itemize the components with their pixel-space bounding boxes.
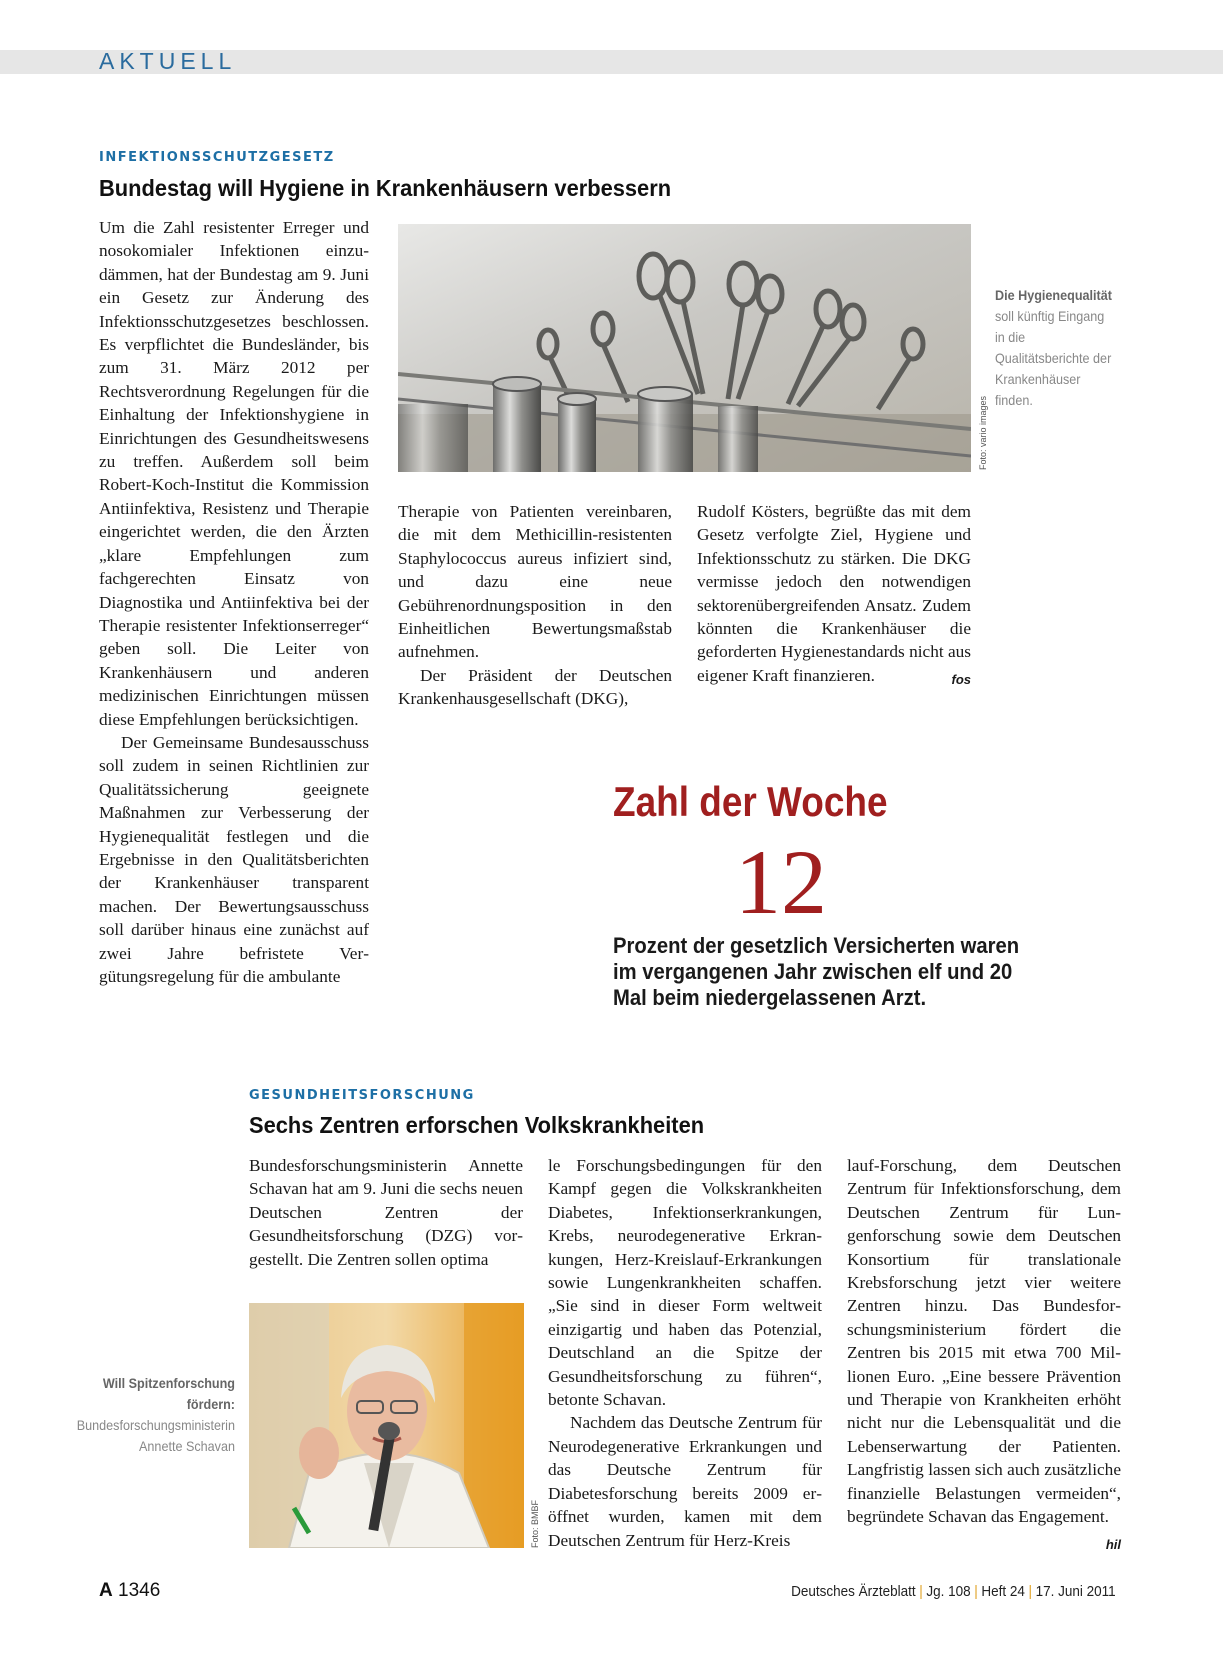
journal-date: 17. Juni 2011 [1035, 1583, 1116, 1600]
article1-column-2 [398, 500, 672, 711]
article2-column-3 [847, 1154, 1121, 1556]
article2-col2-paragraph: Nachdem das Deutsche Zentrum für Neurodegenerative Erkrankungen und das Deutsche Zentrum für Diabetesforschung bereits 2009 eröffnet wurden, kamen mit dem Deutschen Zentrum für Herz-Kreis [548, 1413, 822, 1550]
article2-column-2 [548, 1154, 822, 1552]
caption-text: Bundesforschungsministerin Annette Schavan [76, 1417, 236, 1454]
surgical-instruments-photo [398, 224, 971, 472]
section-header-bar [0, 50, 1223, 74]
article2-col3-text: lauf-Forschung, dem Deutschen Zentrum für Infektionsforschung, dem Deutschen Zentrum für Lungenforschung sowie dem Deutschen Konsortium für translationale Krebsforschung jetzt vier weitere Zentren hinzu. Das Bundesforschungsministerium fördert die Zentren bis 2015 mit etwa 700 Millionen Euro. „Eine bessere Prävention und Therapie von Krankheiten erhöht nicht nur die Lebensqualität und die Lebenserwartung der Patienten. Langfristig lassen sich auch zusätzliche finanzielle Belastungen vermeiden“, begründete Schavan das Engagement. [847, 1156, 1121, 1527]
zahl-der-woche-text: Prozent der gesetzlich Versicherten waren im vergangenen Jahr zwischen elf und 20 Mal beim niedergelassenen Arzt. [613, 933, 1020, 1010]
article2-kicker: GESUNDHEITSFORSCHUNG [249, 1088, 475, 1103]
article1-column-3 [697, 500, 971, 691]
author-signature: hil [1105, 1536, 1121, 1552]
article2-col3-paragraph [847, 1154, 1121, 1552]
article1-col3-paragraph [697, 500, 971, 687]
journal-name: Deutsches Ärzteblatt [791, 1583, 916, 1600]
page-number-value: 1346 [118, 1580, 161, 1601]
photo-caption [995, 285, 1112, 411]
caption-bold: Will Spitzenforschung fördern: [102, 1375, 235, 1412]
photo-credit: Foto: vario images [978, 395, 988, 470]
journal-issue: Heft 24 [981, 1583, 1026, 1600]
article2-column-1 [249, 1154, 523, 1271]
caption-text: soll künftig Eingang in die Qualitätsberichte der Krankenhäuser finden. [995, 308, 1112, 408]
article2-col1-paragraph: Bundesforschungsministerin Annette Schavan hat am 9. Juni die sechs neuen Deutschen Zentren der Gesundheitsforschung (DZG) vorgestellt. Die Zentren sollen optima [249, 1156, 523, 1269]
journal-volume: Jg. 108 [926, 1583, 971, 1600]
article1-col1-paragraph: Um die Zahl resistenter Erreger und nosokomialer Infektionen einzudämmen, hat der Bundestag am 9. Juni ein Gesetz zur Änderung des Infektionsschutzgesetzes beschlossen. Es verpflichtet die Bundesländer, bis zum 31. März 2012 per Rechtsverordnung Regelungen für die Einhaltung der Infektionshygiene in Einrichtungen des Gesundheitswesens zu treffen. Außerdem soll beim Robert-Koch-Institut die Kommission Antiinfektiva, Resistenz und Therapie eingerichtet werden, die den Ärzten „klare Empfehlungen zum fachgerechten Einsatz von Diagnostika und Antiinfektiva bei der Therapie resistenter Infektionserreger“ geben soll. Die Leiter von Krankenhäusern und anderen medizinischen Einrichtungen müssen diese Empfehlungen berücksichtigen. [99, 218, 369, 729]
page-prefix: A [99, 1580, 113, 1601]
article2-col2-paragraph: le Forschungsbedingungen für den Kampf gegen die Volkskrankheiten Diabetes, Infektionserkrankungen, Krebs, neurodegenerative Erkrankungen, Herz-Kreislauf-Erkrankungen sowie Lungenkrankheiten schaffen. „Sie sind in dieser Form weltweit einzigartig und haben das Potenzial, Deutschland an die Spitze der Gesundheitsforschung zu führen“, betonte Schavan. [548, 1156, 822, 1410]
article1-col1-paragraph: Der Gemeinsame Bundesausschuss soll zudem in seinen Richtlinien zur Qualitätssicherung geeignete Maßnahmen zur Verbesserung der Hygienequalität festlegen und die Ergebnisse in den Qualitätsberichten der Krankenhäuser transparent machen. Der Bewertungsausschuss soll darüber hinaus eine zunächst auf zwei Jahre befristete Vergütungsregelung für die ambulante [99, 732, 369, 986]
author-signature: fos [951, 671, 971, 687]
article1-headline: Bundestag will Hygiene in Krankenhäusern verbessern [99, 175, 672, 201]
zahl-der-woche-title: Zahl der Woche [613, 778, 888, 825]
journal-footer: Deutsches Ärzteblatt | Jg. 108 | Heft 24 | 17. Juni 2011 [791, 1583, 1116, 1600]
article1-column-1 [99, 216, 369, 988]
zahl-der-woche-number: 12 [735, 831, 827, 933]
article1-kicker: INFEKTIONSSCHUTZGESETZ [99, 150, 335, 165]
article2-headline: Sechs Zentren erforschen Volkskrankheiten [249, 1112, 705, 1138]
annette-schavan-photo [249, 1303, 524, 1548]
article1-col2-paragraph: Der Präsident der Deutschen Krankenhausgesellschaft (DKG), [398, 665, 672, 709]
caption-bold: Die Hygienequalität [995, 287, 1112, 303]
section-label: AKTUELL [99, 48, 237, 74]
photo-credit: Foto: BMBF [530, 1499, 540, 1548]
article1-col3-text: Rudolf Kösters, begrüßte das mit dem Gesetz verfolgte Ziel, Hygiene und Infektionsschutz zu stärken. Die DKG vermisse jedoch den notwendigen sektorenübergreifenden Ansatz. Zudem könnten die Krankenhäuser die geforderten Hygienestandards nicht aus eigener Kraft finanzieren. [697, 502, 972, 685]
photo-caption [60, 1373, 236, 1457]
article1-col2-paragraph: Therapie von Patienten vereinbaren, die mit dem Methicillin-resistenten Staphylococcus aureus infiziert sind, und dazu eine neue Gebührenordnungsposition in den Einheitlichen Bewertungsmaßstab aufnehmen. [398, 502, 672, 662]
page-number [99, 1580, 160, 1602]
